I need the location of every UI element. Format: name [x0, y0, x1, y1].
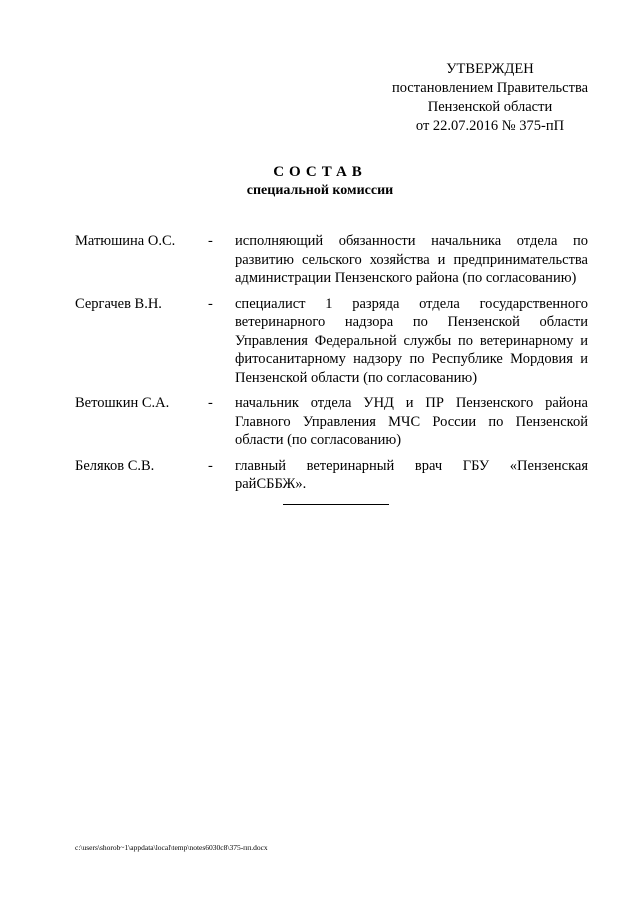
- member-row: [75, 295, 595, 388]
- approval-block: [380, 60, 600, 136]
- document-title: СОСТАВ: [273, 164, 367, 180]
- approval-line-4: от 22.07.2016 № 375-пП: [415, 118, 565, 134]
- approval-line-1: УТВЕРЖДЕН: [446, 61, 534, 77]
- approval-line-3: Пензенской области: [427, 99, 553, 115]
- closing-separator-line: [283, 504, 389, 505]
- member-dash: -: [208, 233, 213, 249]
- member-role: начальник отдела УНД и ПР Пензенского района Главного Управления МЧС России по Пензенской области (по согласованию): [235, 395, 588, 448]
- member-dash: -: [208, 457, 213, 474]
- member-dash: -: [208, 295, 213, 312]
- member-role: специалист 1 разряда отдела государственного ветеринарного надзора по Пензенской области Управления Федеральной службы по ветеринарному и фитосанитарному надзору по Республике Мордовия и Пензенской области (по согласованию): [235, 295, 588, 386]
- member-row: [75, 394, 595, 450]
- document-subtitle: специальной комиссии: [246, 183, 394, 198]
- member-name: Ветошкин С.А.: [75, 395, 170, 411]
- member-name: Сергачев В.Н.: [75, 295, 162, 312]
- member-name: Матюшина О.С.: [75, 233, 176, 249]
- footer-file-path: c:\users\shorob~1\appdata\local\temp\notes6030c8\375-пп.docx: [75, 843, 268, 852]
- member-row: [75, 232, 595, 288]
- member-row: [75, 457, 595, 494]
- member-role: исполняющий обязанности начальника отдела по развитию сельского хозяйства и предпринимательства администрации Пензенского района (по согласованию): [235, 233, 588, 286]
- member-name: Беляков С.В.: [75, 457, 155, 474]
- members-list: [75, 232, 595, 501]
- member-role: главный ветеринарный врач ГБУ «Пензенская райСББЖ».: [235, 457, 588, 492]
- member-dash: -: [208, 395, 213, 411]
- approval-line-2: постановлением Правительства: [391, 80, 589, 96]
